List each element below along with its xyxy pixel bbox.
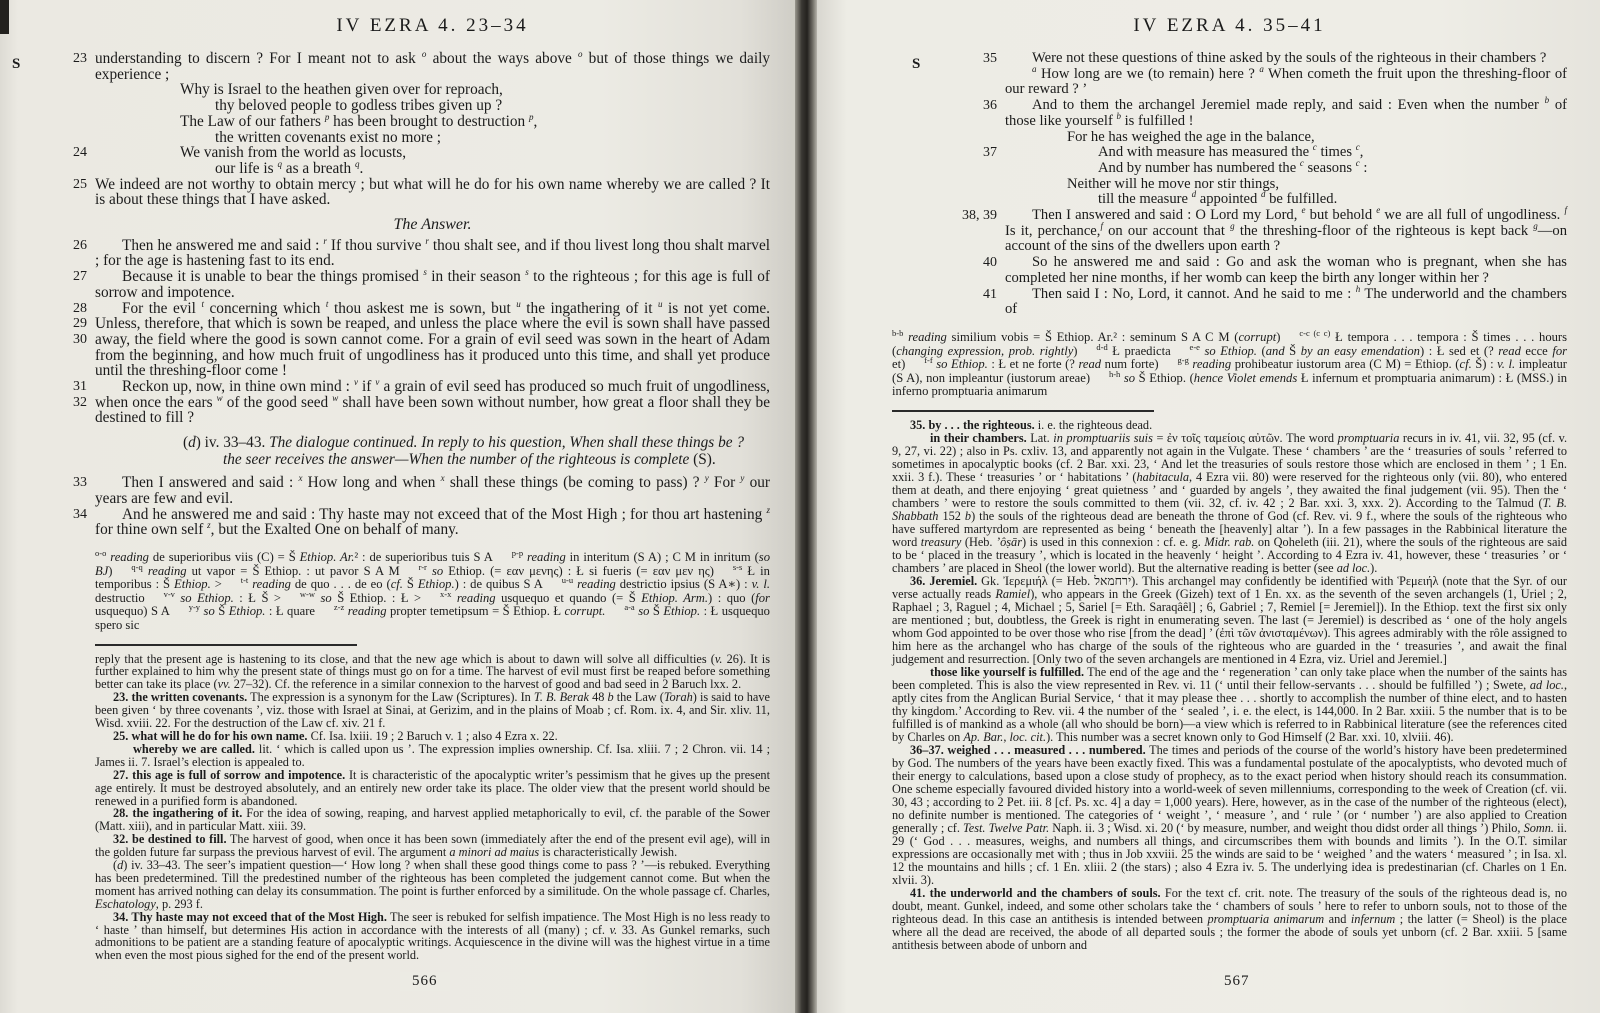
commentary-paragraph: 23. the written covenants. The expression is a synonym for the Law (Scriptures). In T. B. Berak 48 b the Law (Torah) is said to have been given ‘ by three covenants ’, viz. those with Israel at Sinai, at Gerizim, and in the plains of Moab ; cf. Rom. ix. 4, and Sir. xliv. 11, Wisd. xviii. 22. For the destruction of the Law cf. xiv. 21 f. [95,690,770,731]
section-heading-d [95,434,770,468]
commentary-paragraph: 28. the ingathering of it. For the idea of sowing, reaping, and harvest applied metaphorically to evil, cf. the parable of the Sower (Matt. xiii), and in particular Matt. xiii. 39. [95,806,770,834]
verse-prose: Then he answered me and said : $^r$ If thou survive $^r$ thou shalt see, and if thou livest long thou shalt marvel ; for the age is hastening fast to its end. [95,235,770,270]
verse-prose: And to them the archangel Jeremiel made reply, and said : Even when the number $^b$ of those like yourself $^b$ is fulfilled ! [1005,95,1568,129]
commentary-paragraph: 36–37. weighed . . . measured . . . numbered. The times and periods of the course of the world’s history have been predetermined by God. The numbers of the years have been exactly fixed. This was a fundamental postulate of the apocalyptists, who devoted much of their energy to calculations, based upon a close study of prophecy, as to the exact period when history should reach its consummation. One scheme especially favoured divided history into a world-week of seven millenniums, corresponding to the week of Creation (cf. vii. 30, 43 ; according to 2 Pet. iii. 8 [cf. Ps. xc. 4] a day = 1,000 years). Here, however, as in the case of the number of the righteous (elect), no definite number is mentioned. The categories of ‘ weight ’, ‘ measure ’, and ‘ rule ’ (or ‘ number ’) are also applied to Creation generally ; cf. Test. Twelve Patr. Naph. ii. 3 ; Wisd. xi. 20 (‘ by measure, number, and weight thou didst order all things ’) Philo, Somn. ii. 29 (‘ God . . . measures, weighs, and numbers all things, and circumscribes them with bounds and limits ’). In the O.T. similar expressions are occasionally met with ; thus in Job xxviii. 25 the winds are said to be ‘ weighed ’ and the waters ‘ measured ’ ; in Isa. xl. 12 the mountains and hills ; cf. 1 En. xliii. 2 (the stars) ; also 4 Ezra iv. 5. The underlying idea is predestinarian (cf. Charles on 1 En. xlvii. 3). [892,742,1567,887]
verse-number: 41 [983,286,997,302]
verse-27 [73,267,770,301]
verse-number: 31 [73,379,87,395]
verse-23 [73,48,770,146]
verse-number: 28 [73,300,87,316]
verse-25 [73,175,770,209]
commentary-paragraph: reply that the present age is hastening to its close, and that the new age which is about to dawn will solve all difficulties (v. 26). It is further explained to him why the present state of things must go on for a time. The harvest of evil must first be reaped before something better can take its place (vv. 27–32). Cf. the reference in a similar connexion to the harvest of good and bad seed in 2 Baruch lxx. 2. [95,651,771,692]
verse-41 [983,283,1567,318]
verse-26 [73,235,770,270]
text-column-right [892,15,1567,952]
verse-prose: We indeed are not worthy to obtain mercy ; but what will he do for his own name whereby we are called ? It is about these things that I have asked. [95,175,770,209]
verse-number: 38, 39 [962,208,997,224]
verse-number: 23 [73,51,87,66]
verse-number: 35 [983,51,997,66]
verse-poetry-line: We vanish from the world as locusts, [180,144,407,162]
running-header-right: IV EZRA 4. 35–41 [1133,15,1326,36]
commentary-left [95,653,770,963]
verse-number: 36 [983,98,997,114]
commentary-paragraph: 34. Thy haste may not exceed that of the Most High. The seer is rebuked for selfish impatience. The Most High is no less ready to ‘ haste ’ than himself, but determines His action in accordance with the interests of all (many) ; cf. v. 33. As Gunkel remarks, such admonitions to be patient are a standing feature of apocalyptic writings. Acquiescence in the divine will was the highest virtue in a time when even the most pious sighed for the end of the present world. [95,909,770,963]
commentary-paragraph: (d) iv. 33–43. The seer’s impatient question—‘ How long ? when shall these good things come to pass ? ’—is rebuked. Everything has been predetermined. Till the predestined number of the righteous has been completed the judgement cannot come. But when the moment has arrived nothing can delay its consummation. The point is further enforced by a similitude. On the whole passage cf. Charles, Eschatology, p. 293 f. [95,858,770,911]
critical-apparatus-right: $^{b-b}$ reading similium vobis = Š Ethiop. Ar.² : seminum S A C M (corrupt) $^{c-c (c c)}$ Ł tempora . . . tempora : Š times . . . hours (changing expression, prob. rightly) $^{d-d}$ Ł praedicta $^{e-e}$ so Ethiop. (and Š by an easy emendation) : Ł sed et (? read ecce for et) $^{f-f}$ so Ethiop. : Ł et ne forte (? read num forte) $^{g-g}$ reading prohibeatur iustorum area (C M) = Ethiop. (cf. Š) : v. l. impleatur (S A), non impleantur (iustorum areae) $^{h-h}$ so Š Ethiop. (hence Violet emends Ł infernum et promptuaria animarum) : Ł (MSS.) in inferno promptuaria animarum [892,327,1568,399]
verse-poetry-line: And with measure has measured the $^c$ times $^c$, [1098,142,1364,161]
verse-poetry-line: till the measure $^d$ appointed $^d$ be fulfilled. [1098,189,1338,208]
verse-number: 26 [73,237,87,253]
verse-number: 33 [73,475,87,491]
running-header-left: IV EZRA 4. 23–34 [336,15,529,36]
binding-gutter [795,0,817,1013]
verse-poetry-line: the written covenants exist no more ; [215,128,441,146]
verse-number: 24 [73,145,87,161]
verse-group [73,473,770,539]
section-heading-line: the seer receives the answer—When the number of the righteous is complete (S). [223,451,716,469]
commentary-paragraph: 32. be destined to fill. The harvest of good, when once it has been sown (immediately after the end of the present evil age), will in the golden future far surpass the previous harvest of evil. The argument a minori ad maius is characteristically Jewish. [95,832,770,860]
verse-31 [73,376,771,427]
verse-36 [983,95,1568,145]
verse-prose: Were not these questions of thine asked by the souls of the righteous in their chambers ? [1032,50,1547,66]
verse-prose: Reckon up, now, in thine own mind : $^v$ if $^v$ a grain of evil seed has produced so much fruit of ungodliness, when once the ears $^w$ of the good seed $^w$ shall have been sown without number, how great a floor shall they be destined to fill ? [95,376,771,427]
footnote-rule-right [892,410,1154,412]
verse-number: 32 [73,394,87,410]
verse-33 [73,473,770,507]
section-heading-line: (d) iv. 33–43. The dialogue continued. In reply to his question, When shall these things be ? [183,434,744,452]
verse-28 [73,298,770,380]
commentary-paragraph: those like yourself is fulfilled. The end of the age and the ‘ regeneration ’ can only take place when the number of the saints has been completed. This is also the view represented in Rev. vi. 11 (‘ until their fellow-servants . . . should be fulfilled ’) ; Swete, ad loc., aptly cites from the Anglican Burial Service, ‘ that it may please thee . . . shortly to accomplish the number of thine elect, and to hasten thy kingdom.’ According to Rev. vii. 4 the number of the ‘ sealed ’, i. e. the elect, is 144,000. In 2 Bar. xxiii. 5 the number that is to be fulfilled is of mankind as a whole (all who should be born)—a view which is referred to in Rabbinical literature (see the references cited by Charles on Ap. Bar., loc. cit.). This number was a secret known only to God Himself (2 Bar. xxi. 10, xlviii. 46). [892,664,1568,744]
text-column-left [73,15,771,963]
verse-prose: Then I answered and said : $^x$ How long and when $^x$ shall these things (be coming to pass) ? $^y$ For $^y$ our years are few and evil. [95,473,770,507]
verse-group [73,235,771,427]
verse-prose: For the evil $^t$ concerning which $^t$ thou askest me is sown, but $^u$ the ingathering of it $^u$ is not yet come. Unless, therefore, that which is sown be reaped, and unless the place where the evil is sown shall have passed away, the field where the good is sown cannot come. For a grain of evil seed was sown in the heart of Adam from the beginning, and how much fruit of ungodliness has it produced unto this time, and shall yet produce until the threshing-floor come ! [95,298,770,380]
verse-38--39 [962,205,1567,255]
page-number-left: 566 [400,972,450,991]
verse-number: 37 [983,145,997,161]
verse-poetry-line: The Law of our fathers $^p$ has been brought to destruction $^p$, [180,111,538,130]
verse-number: 29 [73,316,87,332]
verse-prose: Because it is unable to bear the things promised $^s$ in their season $^s$ to the righteous ; for this age is full of sorrow and impotence. [95,267,770,301]
commentary-paragraph: 41. the underworld and the chambers of souls. For the text cf. crit. note. The treasury of the souls of the righteous dead is, no doubt, meant. Gunkel, indeed, and some other scholars take the ‘ chambers of souls ’ here to refer to unborn souls, not to those of the righteous dead. In this case an antithesis is intended between promptuaria animarum and infernum ; the latter (= Sheol) is the place where all the dead are received, the abode of all departed souls ; the former the abode of souls yet unborn (cf. 2 Bar. xxiii. 5 [same antithesis between abode of unborn and [892,885,1567,952]
page-left [0,0,795,1013]
verse-area-left [73,48,771,539]
margin-siglum-right: S [912,56,921,72]
commentary-right [892,419,1567,952]
verse-poetry-line: For he has weighed the age in the balance, [1067,128,1315,145]
verse-24 [73,144,770,177]
commentary-paragraph: 36. Jeremiel. Gk. Ἰερεμιήλ (= Heb. ירחמאל‎). This archangel may confidently be identified with Ῥεμειήλ (note that the Syr. of our verse actually reads Ramiel), who appears in the Greek (Gizeh) text of 1 En. xx. as the seventh of the seven archangels (1, Uriel ; 2, Raphael ; 3, Raguel ; 4, Michael ; 5, Sariel [= Eth. Saraqâêl] ; 6, Gabriel ; 7, Remiel [= Jeremiel]). In the Ethiop. text the first six only are mentioned ; but, doubtless, the Greek is right in enumerating seven. The last (= Jeremiel) is described as ‘ one of the holy angels whom God appointed to be over those who rise [from the dead] ’ (ἐπὶ τῶν ἀνισταμένων). This agrees admirably with the rôle assigned to him here as the archangel who has charge of the souls of the righteous who are guarded in the ‘ treasuries ’, and await the final judgement and resurrection. [Only two of the seven archangels are mentioned in 4 Ezra, viz. Uriel and Jeremiel.] [892,573,1567,666]
verse-prose: Then I answered and said : O Lord my Lord, $^e$ but behold $^e$ we are all full of ungodliness. $^f$ Is it, perchance,$^f$ on our account that $^g$ the threshing-floor of the righteous is kept back $^g$—on account of the sins of the dwellers upon earth ? [1005,205,1567,255]
commentary-paragraph: 35. by . . . the righteous. i. e. the righteous dead. [910,417,1153,432]
commentary-paragraph: whereby we are called. lit. ‘ which is called upon us ’. The expression implies ownership. Cf. Isa. xliii. 7 ; 2 Chron. vii. 14 ; James ii. 7. Israel’s election is appealed to. [95,741,770,769]
margin-siglum-left: S [12,56,21,72]
verse-number: 25 [73,176,87,192]
verse-prose: $^a$ How long are we (to remain) here ? $^a$ When cometh the fruit upon the threshing-floor of our reward ? ’ [1005,63,1567,98]
commentary-paragraph: 25. what will he do for his own name. Cf. Isa. lxiii. 19 ; 2 Baruch v. 1 ; also 4 Ezra x. 22. [113,728,558,743]
verse-poetry-line: Neither will he move nor stir things, [1067,175,1279,192]
page-number-right: 567 [1212,972,1262,991]
verse-37 [983,142,1567,208]
verse-number: 30 [73,331,87,347]
verse-poetry-line: Why is Israel to the heathen given over for reproach, [180,81,503,99]
verse-prose: So he answered me and said : Go and ask the woman who is pregnant, when she has completed her nine months, if her womb can keep the birth any longer within her ? [1005,254,1567,286]
verse-group [73,48,770,209]
answer-heading: The Answer. [393,216,472,234]
critical-apparatus-left: $^{o-o}$ reading de superioribus viis (C) = Š Ethiop. Ar.² : de superioribus tuis S A $^{p-p}$ reading in interitum (S A) ; C M in inritum (so BJ) $^{q-q}$ reading ut vapor = Š Ethiop. : ut pavor S A M $^{r-r}$ so Ethiop. (= εαν μενης) : Ł si fueris (= εαν μεν ης) $^{s-s}$ Ł in temporibus : Š Ethiop. > $^{t-t}$ reading de quo . . . de eo (cf. Š Ethiop.) : de quibus S A $^{u-u}$ reading destrictio ipsius (S A∗) : v. l. destructio $^{v-v}$ so Ethiop. : Ł Š > $^{w-w}$ so Š Ethiop. : Ł > $^{x-x}$ reading usquequo et quando (= Š Ethiop. Arm.) : quo (for usquequo) S A $^{y-y}$ so Š Ethiop. : Ł quare $^{z-z}$ reading propter temetipsum = Š Ethiop. Ł corrupt. $^{a-a}$ so Š Ethiop. : Ł usquequo spero sic [95,547,770,632]
verse-number: 27 [73,269,87,285]
commentary-paragraph: in their chambers. Lat. in promptuariis suis = ἐν τοῖς ταμείοις αὐτῶν. The word promptuaria recurs in iv. 41, vii. 32, 95 (cf. v. 9, 27, vi. 22) ; also in Ps. cxliv. 13, and apparently not again in the Vulgate. These ‘ chambers ’ are the ‘ treasuries of souls ’ referred to sometimes in apocalyptic books (cf. 2 Bar. xxi. 23, ‘ And let the treasuries of souls restore those which are enclosed in them ’ ; 1 En. xxii. 3 f.). These ‘ treasuries ’ or ‘ habitations ’ (habitacula, 4 Ezra vii. 80) were reserved for the righteous only (vii. 80), who entered them at death, and there enjoying ‘ great quietness ’ and ‘ guarded by angels ’, they awaited the final judgement (vii. 95). Then the ‘ chambers ’ were to restore the souls committed to them (vii. 32, cf. iv. 42 ; 2 Bar. xxi. 3, xxx. 2). According to the Talmud (T. B. Shabbath 152 b) the souls of the righteous dead are beneath the throne of God (cf. Rev. vi. 9 f., where the souls of the righteous who have suffered martyrdom are represented as being ‘ beneath the [heavenly] altar ’). In a few passages in the Rabbinical literature the word treasury (Heb. ’ôṣār) is used in this connexion : cf. e. g. Midr. rab. on Qoheleth (iii. 21), where the souls of the righteous are said to be ‘ placed in the treasury ’, which is located in the heavenly ‘ height ’. According to 4 Ezra iv. 41, however, these ‘ treasuries ’ or ‘ chambers ’ are placed in Sheol (the lower world). But the alternative reading is better (see ad loc.). [892,430,1568,575]
verse-area-right [962,50,1568,318]
verse-number: 34 [73,506,87,522]
verse-poetry-line: thy beloved people to godless tribes given up ? [215,97,503,115]
verse-prose: understanding to discern ? For I meant not to ask $^o$ about the ways above $^o$ but of those things we daily experience ; [95,48,770,83]
verse-poetry-line: And by number has numbered the $^c$ seasons $^c$ : [1098,158,1368,176]
verse-prose: And he answered me and said : Thy haste may not exceed that of the Most High ; for thou art hastening $^z$ for thine own self $^z$, but the Exalted One on behalf of many. [95,504,770,539]
verse-poetry-line: our life is $^q$ as a breath $^q$. [215,158,364,177]
verse-40 [983,254,1567,286]
verse-group [962,50,1568,318]
footnote-rule-left [95,644,357,646]
commentary-paragraph: 27. this age is full of sorrow and impotence. It is characteristic of the apocalyptic writer’s pessimism that he gives up the present age entirely. It must be destroyed absolutely, and an entirely new order take its place. The older view that the present world should be renewed in a purified form is abandoned. [95,767,770,808]
verse-35 [983,50,1567,98]
verse-34 [73,504,770,539]
verse-number: 40 [983,255,997,271]
page-right [817,0,1600,1013]
scan-artifact-corner [0,0,9,34]
verse-prose: Then said I : No, Lord, it cannot. And he said to me : $^h$ The underworld and the chambers of [1005,283,1567,318]
